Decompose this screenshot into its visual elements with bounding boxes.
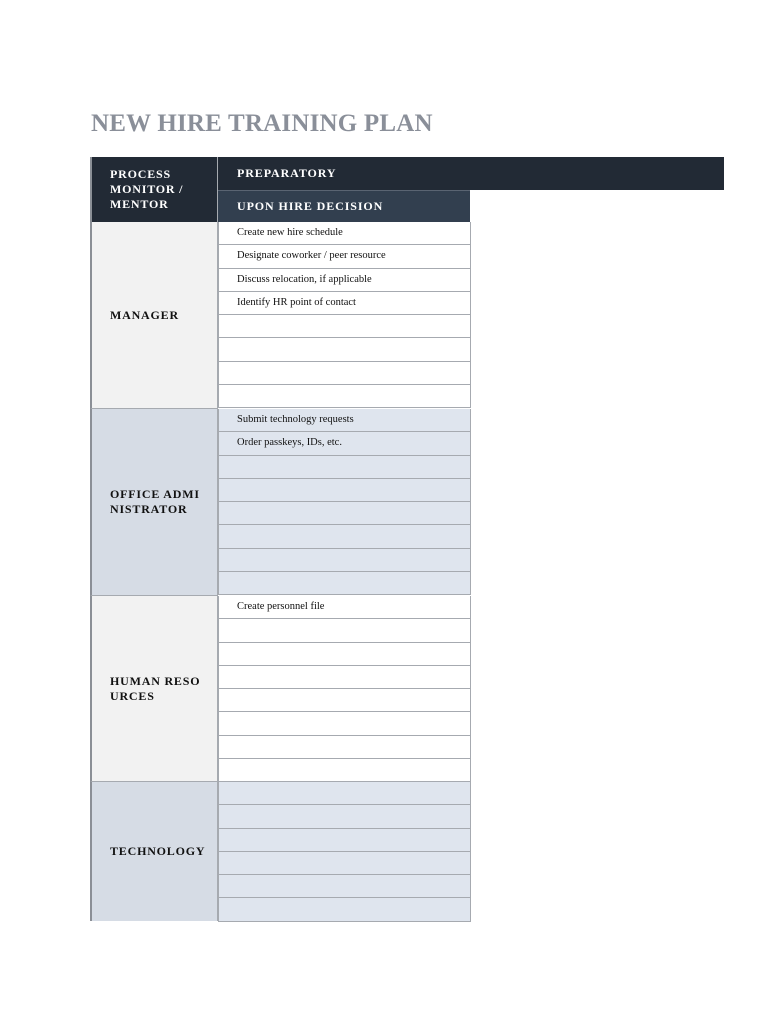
page-title: NEW HIRE TRAINING PLAN <box>91 110 433 137</box>
header-band <box>470 157 724 190</box>
task-list-human-resources <box>218 596 471 782</box>
task-row[interactable]: Order passkeys, IDs, etc. <box>219 432 470 455</box>
task-row[interactable] <box>219 315 470 338</box>
task-row[interactable] <box>219 898 470 921</box>
task-row[interactable] <box>219 525 470 548</box>
task-list-manager <box>218 222 471 408</box>
task-row[interactable] <box>219 829 470 852</box>
role-cell-office-administrator: OFFICE ADMINISTRATOR <box>90 409 218 596</box>
task-row[interactable] <box>219 549 470 572</box>
task-row[interactable] <box>219 643 470 666</box>
role-cell-technology: TECHNOLOGY <box>90 782 218 921</box>
task-row[interactable] <box>219 502 470 525</box>
task-row[interactable] <box>219 619 470 642</box>
task-row[interactable] <box>219 736 470 759</box>
task-row[interactable]: Designate coworker / peer resource <box>219 245 470 268</box>
task-row[interactable] <box>219 479 470 502</box>
task-row[interactable]: Create new hire schedule <box>219 222 470 245</box>
task-row[interactable] <box>219 385 470 408</box>
task-row[interactable] <box>219 712 470 735</box>
task-row[interactable] <box>219 689 470 712</box>
task-row[interactable] <box>219 362 470 385</box>
task-row[interactable] <box>219 456 470 479</box>
task-row[interactable] <box>219 782 470 805</box>
task-row[interactable] <box>219 852 470 875</box>
task-row[interactable] <box>219 338 470 361</box>
task-row[interactable] <box>219 759 470 782</box>
upon-hire-header: UPON HIRE DECISION <box>218 190 470 222</box>
role-cell-manager: MANAGER <box>90 222 218 409</box>
task-row[interactable]: Discuss relocation, if applicable <box>219 269 470 292</box>
task-row[interactable] <box>219 805 470 828</box>
task-list-office-administrator <box>218 409 471 595</box>
role-cell-human-resources: HUMAN RESOURCES <box>90 596 218 782</box>
task-row[interactable] <box>219 666 470 689</box>
task-row[interactable]: Create personnel file <box>219 596 470 619</box>
task-list-technology <box>218 782 471 922</box>
task-row[interactable]: Identify HR point of contact <box>219 292 470 315</box>
task-row[interactable]: Submit technology requests <box>219 409 470 432</box>
preparatory-header: PREPARATORY <box>218 157 470 190</box>
task-row[interactable] <box>219 875 470 898</box>
role-column-header: PROCESS MONITOR / MENTOR <box>90 157 218 222</box>
task-row[interactable] <box>219 572 470 595</box>
